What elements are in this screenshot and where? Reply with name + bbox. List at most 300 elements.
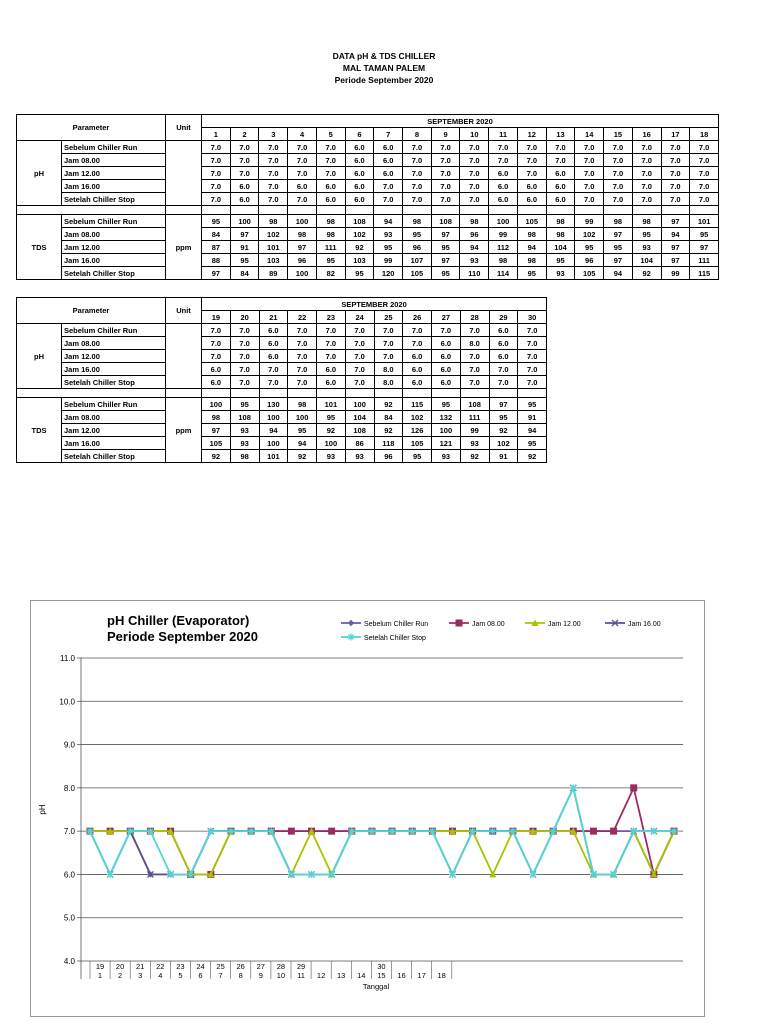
value-cell: 108 bbox=[345, 215, 374, 228]
value-cell: 7.0 bbox=[403, 193, 432, 206]
data-point bbox=[509, 828, 516, 835]
value-cell: 95 bbox=[403, 450, 432, 463]
value-cell: 7.0 bbox=[345, 324, 374, 337]
value-cell: 6.0 bbox=[374, 141, 403, 154]
value-cell: 7.0 bbox=[202, 324, 231, 337]
month-header: SEPTEMBER 2020 bbox=[202, 115, 719, 128]
x-tick-label-bottom: 4 bbox=[158, 971, 163, 980]
value-cell: 97 bbox=[661, 215, 690, 228]
x-axis-label: Tanggal bbox=[362, 982, 390, 991]
value-cell: 95 bbox=[317, 411, 346, 424]
x-tick-label-top: 21 bbox=[136, 962, 145, 971]
ph-unit bbox=[166, 324, 202, 389]
value-cell: 112 bbox=[489, 241, 518, 254]
y-tick-label: 5.0 bbox=[63, 913, 75, 923]
value-cell: 7.0 bbox=[288, 141, 317, 154]
value-cell: 6.0 bbox=[259, 337, 288, 350]
value-cell: 7.0 bbox=[575, 167, 604, 180]
value-cell: 96 bbox=[288, 254, 317, 267]
row-label: Jam 16.00 bbox=[62, 363, 166, 376]
value-cell: 7.0 bbox=[690, 154, 719, 167]
day-header: 5 bbox=[316, 128, 345, 141]
value-cell: 7.0 bbox=[288, 324, 317, 337]
value-cell: 88 bbox=[202, 254, 231, 267]
value-cell: 7.0 bbox=[288, 337, 317, 350]
data-point bbox=[429, 828, 436, 835]
day-header: 22 bbox=[288, 311, 317, 324]
value-cell: 105 bbox=[403, 437, 432, 450]
value-cell: 108 bbox=[230, 411, 259, 424]
ph-chart-svg bbox=[31, 601, 704, 1016]
value-cell: 7.0 bbox=[288, 363, 317, 376]
value-cell: 97 bbox=[661, 254, 690, 267]
value-cell: 98 bbox=[403, 215, 432, 228]
value-cell: 7.0 bbox=[259, 193, 288, 206]
value-cell: 7.0 bbox=[431, 193, 460, 206]
table-row bbox=[17, 363, 547, 376]
value-cell: 7.0 bbox=[259, 167, 288, 180]
value-cell: 7.0 bbox=[632, 180, 661, 193]
value-cell: 95 bbox=[489, 411, 518, 424]
table-row bbox=[17, 228, 719, 241]
x-tick-label-top: 30 bbox=[377, 962, 386, 971]
value-cell: 7.0 bbox=[575, 180, 604, 193]
value-cell: 7.0 bbox=[259, 376, 288, 389]
value-cell: 92 bbox=[288, 450, 317, 463]
value-cell: 8.0 bbox=[374, 376, 403, 389]
value-cell: 6.0 bbox=[546, 193, 575, 206]
row-label: Setelah Chiller Stop bbox=[62, 267, 166, 280]
value-cell: 6.0 bbox=[345, 141, 374, 154]
day-header: 20 bbox=[230, 311, 259, 324]
value-cell: 6.0 bbox=[432, 337, 461, 350]
value-cell: 7.0 bbox=[460, 167, 489, 180]
value-cell: 93 bbox=[460, 437, 489, 450]
value-cell: 100 bbox=[230, 215, 259, 228]
value-cell: 95 bbox=[518, 398, 547, 411]
value-cell: 7.0 bbox=[661, 167, 690, 180]
value-cell: 7.0 bbox=[546, 154, 575, 167]
value-cell: 7.0 bbox=[230, 350, 259, 363]
value-cell: 7.0 bbox=[690, 167, 719, 180]
value-cell: 6.0 bbox=[489, 337, 518, 350]
day-header: 19 bbox=[202, 311, 231, 324]
value-cell: 98 bbox=[517, 254, 546, 267]
value-cell: 103 bbox=[345, 254, 374, 267]
row-label: Sebelum Chiller Run bbox=[62, 141, 166, 154]
y-tick-label: 10.0 bbox=[59, 697, 75, 707]
day-header: 29 bbox=[489, 311, 518, 324]
value-cell: 95 bbox=[431, 267, 460, 280]
value-cell: 7.0 bbox=[288, 350, 317, 363]
day-header: 1 bbox=[202, 128, 231, 141]
value-cell: 103 bbox=[259, 254, 288, 267]
table-row bbox=[17, 424, 547, 437]
x-tick-label-bottom: 1 bbox=[97, 971, 103, 980]
table-row bbox=[17, 180, 719, 193]
value-cell: 98 bbox=[202, 411, 231, 424]
value-cell: 6.0 bbox=[202, 363, 231, 376]
tds-unit: ppm bbox=[166, 398, 202, 463]
table-row bbox=[17, 350, 547, 363]
value-cell: 7.0 bbox=[518, 376, 547, 389]
value-cell: 7.0 bbox=[202, 337, 231, 350]
table-row bbox=[17, 450, 547, 463]
value-cell: 7.0 bbox=[374, 324, 403, 337]
value-cell: 93 bbox=[230, 424, 259, 437]
x-tick-label-top: 29 bbox=[296, 962, 306, 971]
value-cell: 95 bbox=[230, 254, 259, 267]
value-cell: 98 bbox=[316, 228, 345, 241]
value-cell: 95 bbox=[575, 241, 604, 254]
value-cell: 108 bbox=[345, 424, 374, 437]
value-cell: 6.0 bbox=[517, 193, 546, 206]
value-cell: 94 bbox=[288, 437, 317, 450]
value-cell: 6.0 bbox=[316, 193, 345, 206]
data-point bbox=[207, 828, 214, 835]
x-tick-label-bottom: 13 bbox=[337, 971, 346, 980]
value-cell: 115 bbox=[403, 398, 432, 411]
row-label: Jam 12.00 bbox=[62, 350, 166, 363]
x-tick-label-bottom: 9 bbox=[258, 971, 263, 980]
value-cell: 89 bbox=[259, 267, 288, 280]
value-cell: 6.0 bbox=[546, 180, 575, 193]
row-label: Jam 16.00 bbox=[62, 254, 166, 267]
value-cell: 7.0 bbox=[546, 141, 575, 154]
row-label: Sebelum Chiller Run bbox=[62, 398, 166, 411]
day-header: 17 bbox=[661, 128, 690, 141]
value-cell: 7.0 bbox=[345, 350, 374, 363]
x-tick-label-top: 24 bbox=[196, 962, 205, 971]
value-cell: 102 bbox=[345, 228, 374, 241]
value-cell: 102 bbox=[575, 228, 604, 241]
row-label: Jam 16.00 bbox=[62, 180, 166, 193]
value-cell: 7.0 bbox=[518, 350, 547, 363]
day-header: 4 bbox=[288, 128, 317, 141]
document-title: DATA pH & TDS CHILLER bbox=[332, 51, 436, 61]
value-cell: 93 bbox=[230, 437, 259, 450]
data-point bbox=[107, 871, 114, 878]
table-row bbox=[17, 267, 719, 280]
table-row bbox=[17, 141, 719, 154]
data-point bbox=[530, 871, 537, 878]
value-cell: 95 bbox=[288, 424, 317, 437]
value-cell: 6.0 bbox=[316, 180, 345, 193]
data-point bbox=[147, 828, 154, 835]
day-header: 23 bbox=[317, 311, 346, 324]
value-cell: 7.0 bbox=[403, 337, 432, 350]
value-cell: 97 bbox=[690, 241, 719, 254]
value-cell: 7.0 bbox=[460, 180, 489, 193]
value-cell: 98 bbox=[546, 215, 575, 228]
day-header: 14 bbox=[575, 128, 604, 141]
value-cell: 7.0 bbox=[518, 363, 547, 376]
value-cell: 98 bbox=[259, 215, 288, 228]
value-cell: 7.0 bbox=[345, 363, 374, 376]
value-cell: 100 bbox=[288, 215, 317, 228]
value-cell: 98 bbox=[288, 398, 317, 411]
data-point bbox=[87, 828, 94, 835]
value-cell: 100 bbox=[202, 398, 231, 411]
value-cell: 7.0 bbox=[345, 376, 374, 389]
value-cell: 93 bbox=[632, 241, 661, 254]
value-cell: 7.0 bbox=[460, 376, 489, 389]
value-cell: 7.0 bbox=[202, 167, 231, 180]
value-cell: 7.0 bbox=[604, 167, 633, 180]
value-cell: 97 bbox=[202, 267, 231, 280]
value-cell: 94 bbox=[661, 228, 690, 241]
value-cell: 95 bbox=[202, 215, 231, 228]
value-cell: 105 bbox=[575, 267, 604, 280]
day-header: 11 bbox=[489, 128, 518, 141]
value-cell: 6.0 bbox=[517, 180, 546, 193]
value-cell: 102 bbox=[489, 437, 518, 450]
value-cell: 86 bbox=[345, 437, 374, 450]
value-cell: 105 bbox=[517, 215, 546, 228]
value-cell: 7.0 bbox=[317, 350, 346, 363]
value-cell: 98 bbox=[288, 228, 317, 241]
legend-label: Setelah Chiller Stop bbox=[364, 635, 426, 642]
x-tick-label-bottom: 3 bbox=[138, 971, 143, 980]
legend-marker bbox=[456, 620, 463, 627]
value-cell: 6.0 bbox=[403, 363, 432, 376]
value-cell: 6.0 bbox=[230, 180, 259, 193]
x-tick-label-top: 22 bbox=[156, 962, 165, 971]
value-cell: 100 bbox=[317, 437, 346, 450]
document-location: MAL TAMAN PALEM bbox=[342, 63, 426, 73]
value-cell: 100 bbox=[345, 398, 374, 411]
value-cell: 7.0 bbox=[489, 154, 518, 167]
value-cell: 6.0 bbox=[403, 350, 432, 363]
value-cell: 95 bbox=[518, 437, 547, 450]
legend-label: Jam 08.00 bbox=[472, 621, 505, 628]
row-label: Jam 08.00 bbox=[62, 411, 166, 424]
x-tick-label-bottom: 11 bbox=[297, 971, 305, 980]
value-cell: 101 bbox=[690, 215, 719, 228]
value-cell: 7.0 bbox=[661, 193, 690, 206]
value-cell: 94 bbox=[374, 215, 403, 228]
series-line bbox=[90, 831, 674, 874]
data-point bbox=[268, 828, 275, 835]
data-point bbox=[167, 871, 174, 878]
value-cell: 93 bbox=[546, 267, 575, 280]
ph-chart bbox=[30, 600, 705, 1017]
value-cell: 95 bbox=[432, 398, 461, 411]
value-cell: 7.0 bbox=[489, 363, 518, 376]
x-tick-label-bottom: 15 bbox=[377, 971, 386, 980]
row-label: Sebelum Chiller Run bbox=[62, 215, 166, 228]
table-row bbox=[17, 324, 547, 337]
value-cell: 101 bbox=[259, 241, 288, 254]
y-axis-label: pH bbox=[38, 804, 47, 815]
value-cell: 7.0 bbox=[317, 324, 346, 337]
day-header: 8 bbox=[403, 128, 432, 141]
data-point bbox=[127, 828, 134, 835]
value-cell: 99 bbox=[374, 254, 403, 267]
data-point bbox=[328, 871, 335, 878]
day-header: 16 bbox=[632, 128, 661, 141]
value-cell: 7.0 bbox=[202, 193, 231, 206]
row-label: Jam 12.00 bbox=[62, 241, 166, 254]
value-cell: 7.0 bbox=[432, 324, 461, 337]
value-cell: 7.0 bbox=[230, 324, 259, 337]
value-cell: 100 bbox=[288, 411, 317, 424]
value-cell: 7.0 bbox=[403, 167, 432, 180]
x-tick-label-bottom: 12 bbox=[316, 971, 326, 980]
value-cell: 84 bbox=[230, 267, 259, 280]
row-label: Jam 12.00 bbox=[62, 424, 166, 437]
document-title-block bbox=[0, 50, 768, 86]
value-cell: 6.0 bbox=[432, 363, 461, 376]
value-cell: 93 bbox=[345, 450, 374, 463]
value-cell: 7.0 bbox=[202, 180, 231, 193]
value-cell: 6.0 bbox=[374, 154, 403, 167]
value-cell: 95 bbox=[517, 267, 546, 280]
value-cell: 6.0 bbox=[345, 180, 374, 193]
day-header: 13 bbox=[546, 128, 575, 141]
value-cell: 92 bbox=[632, 267, 661, 280]
day-header: 28 bbox=[460, 311, 489, 324]
day-header: 30 bbox=[518, 311, 547, 324]
parameter-header: Parameter bbox=[17, 298, 166, 324]
value-cell: 96 bbox=[403, 241, 432, 254]
row-label: Setelah Chiller Stop bbox=[62, 193, 166, 206]
row-label: Jam 08.00 bbox=[62, 337, 166, 350]
value-cell: 7.0 bbox=[460, 350, 489, 363]
value-cell: 7.0 bbox=[374, 350, 403, 363]
value-cell: 97 bbox=[230, 228, 259, 241]
table-row bbox=[17, 215, 719, 228]
value-cell: 92 bbox=[489, 424, 518, 437]
data-point bbox=[288, 871, 295, 878]
ph-group-label: pH bbox=[17, 324, 62, 389]
value-cell: 95 bbox=[230, 398, 259, 411]
value-cell: 92 bbox=[518, 450, 547, 463]
data-point bbox=[590, 828, 597, 835]
value-cell: 105 bbox=[403, 267, 432, 280]
day-header: 12 bbox=[517, 128, 546, 141]
tds-group-label: TDS bbox=[17, 215, 62, 280]
value-cell: 92 bbox=[374, 424, 403, 437]
x-tick-label-bottom: 10 bbox=[276, 971, 286, 980]
legend-marker bbox=[348, 634, 355, 641]
parameter-header: Parameter bbox=[17, 115, 166, 141]
value-cell: 7.0 bbox=[690, 180, 719, 193]
x-tick-label-bottom: 16 bbox=[397, 971, 406, 980]
day-header: 9 bbox=[431, 128, 460, 141]
value-cell: 7.0 bbox=[604, 193, 633, 206]
value-cell: 7.0 bbox=[431, 180, 460, 193]
table-row bbox=[17, 154, 719, 167]
value-cell: 6.0 bbox=[202, 376, 231, 389]
x-tick-label-top: 26 bbox=[236, 962, 245, 971]
value-cell: 99 bbox=[575, 215, 604, 228]
value-cell: 91 bbox=[230, 241, 259, 254]
value-cell: 111 bbox=[460, 411, 489, 424]
value-cell: 101 bbox=[259, 450, 288, 463]
value-cell: 6.0 bbox=[432, 350, 461, 363]
value-cell: 110 bbox=[460, 267, 489, 280]
data-point bbox=[671, 828, 678, 835]
value-cell: 98 bbox=[546, 228, 575, 241]
value-cell: 100 bbox=[432, 424, 461, 437]
value-cell: 94 bbox=[604, 267, 633, 280]
value-cell: 105 bbox=[202, 437, 231, 450]
x-tick-label-bottom: 17 bbox=[417, 971, 426, 980]
chart-title: pH Chiller (Evaporator) bbox=[107, 613, 250, 628]
unit-header: Unit bbox=[166, 298, 202, 324]
day-header: 15 bbox=[604, 128, 633, 141]
value-cell: 98 bbox=[604, 215, 633, 228]
x-tick-label-top: 25 bbox=[216, 962, 225, 971]
value-cell: 6.0 bbox=[489, 193, 518, 206]
value-cell: 93 bbox=[432, 450, 461, 463]
value-cell: 7.0 bbox=[230, 167, 259, 180]
value-cell: 7.0 bbox=[403, 180, 432, 193]
value-cell: 6.0 bbox=[259, 350, 288, 363]
ph-unit bbox=[166, 141, 202, 206]
data-point bbox=[449, 871, 456, 878]
value-cell: 95 bbox=[374, 241, 403, 254]
value-cell: 84 bbox=[374, 411, 403, 424]
value-cell: 92 bbox=[317, 424, 346, 437]
value-cell: 97 bbox=[202, 424, 231, 437]
value-cell: 7.0 bbox=[202, 141, 231, 154]
value-cell: 7.0 bbox=[632, 167, 661, 180]
x-tick-label-bottom: 2 bbox=[118, 971, 123, 980]
value-cell: 92 bbox=[345, 241, 374, 254]
value-cell: 7.0 bbox=[345, 337, 374, 350]
data-point bbox=[288, 828, 295, 835]
day-header: 10 bbox=[460, 128, 489, 141]
value-cell: 6.0 bbox=[317, 376, 346, 389]
ph-group-label: pH bbox=[17, 141, 62, 206]
value-cell: 108 bbox=[431, 215, 460, 228]
row-label: Jam 08.00 bbox=[62, 228, 166, 241]
value-cell: 94 bbox=[460, 241, 489, 254]
value-cell: 114 bbox=[489, 267, 518, 280]
data-point bbox=[248, 828, 255, 835]
table-row bbox=[17, 437, 547, 450]
value-cell: 6.0 bbox=[489, 350, 518, 363]
value-cell: 91 bbox=[489, 450, 518, 463]
unit-header: Unit bbox=[166, 115, 202, 141]
value-cell: 120 bbox=[374, 267, 403, 280]
y-tick-label: 8.0 bbox=[63, 783, 75, 793]
series-line bbox=[90, 831, 674, 874]
table-row bbox=[17, 411, 547, 424]
value-cell: 93 bbox=[460, 254, 489, 267]
x-tick-label-top: 20 bbox=[115, 962, 125, 971]
value-cell: 7.0 bbox=[632, 154, 661, 167]
data-point bbox=[590, 871, 597, 878]
value-cell: 6.0 bbox=[432, 376, 461, 389]
value-cell: 94 bbox=[517, 241, 546, 254]
value-cell: 7.0 bbox=[604, 180, 633, 193]
value-cell: 97 bbox=[604, 254, 633, 267]
value-cell: 7.0 bbox=[230, 376, 259, 389]
value-cell: 7.0 bbox=[259, 363, 288, 376]
value-cell: 97 bbox=[288, 241, 317, 254]
value-cell: 95 bbox=[403, 228, 432, 241]
value-cell: 121 bbox=[432, 437, 461, 450]
value-cell: 108 bbox=[460, 398, 489, 411]
legend-label: Jam 16.00 bbox=[628, 621, 661, 628]
day-header: 3 bbox=[259, 128, 288, 141]
value-cell: 7.0 bbox=[202, 154, 231, 167]
month-header: SEPTEMBER 2020 bbox=[202, 298, 547, 311]
value-cell: 7.0 bbox=[661, 154, 690, 167]
